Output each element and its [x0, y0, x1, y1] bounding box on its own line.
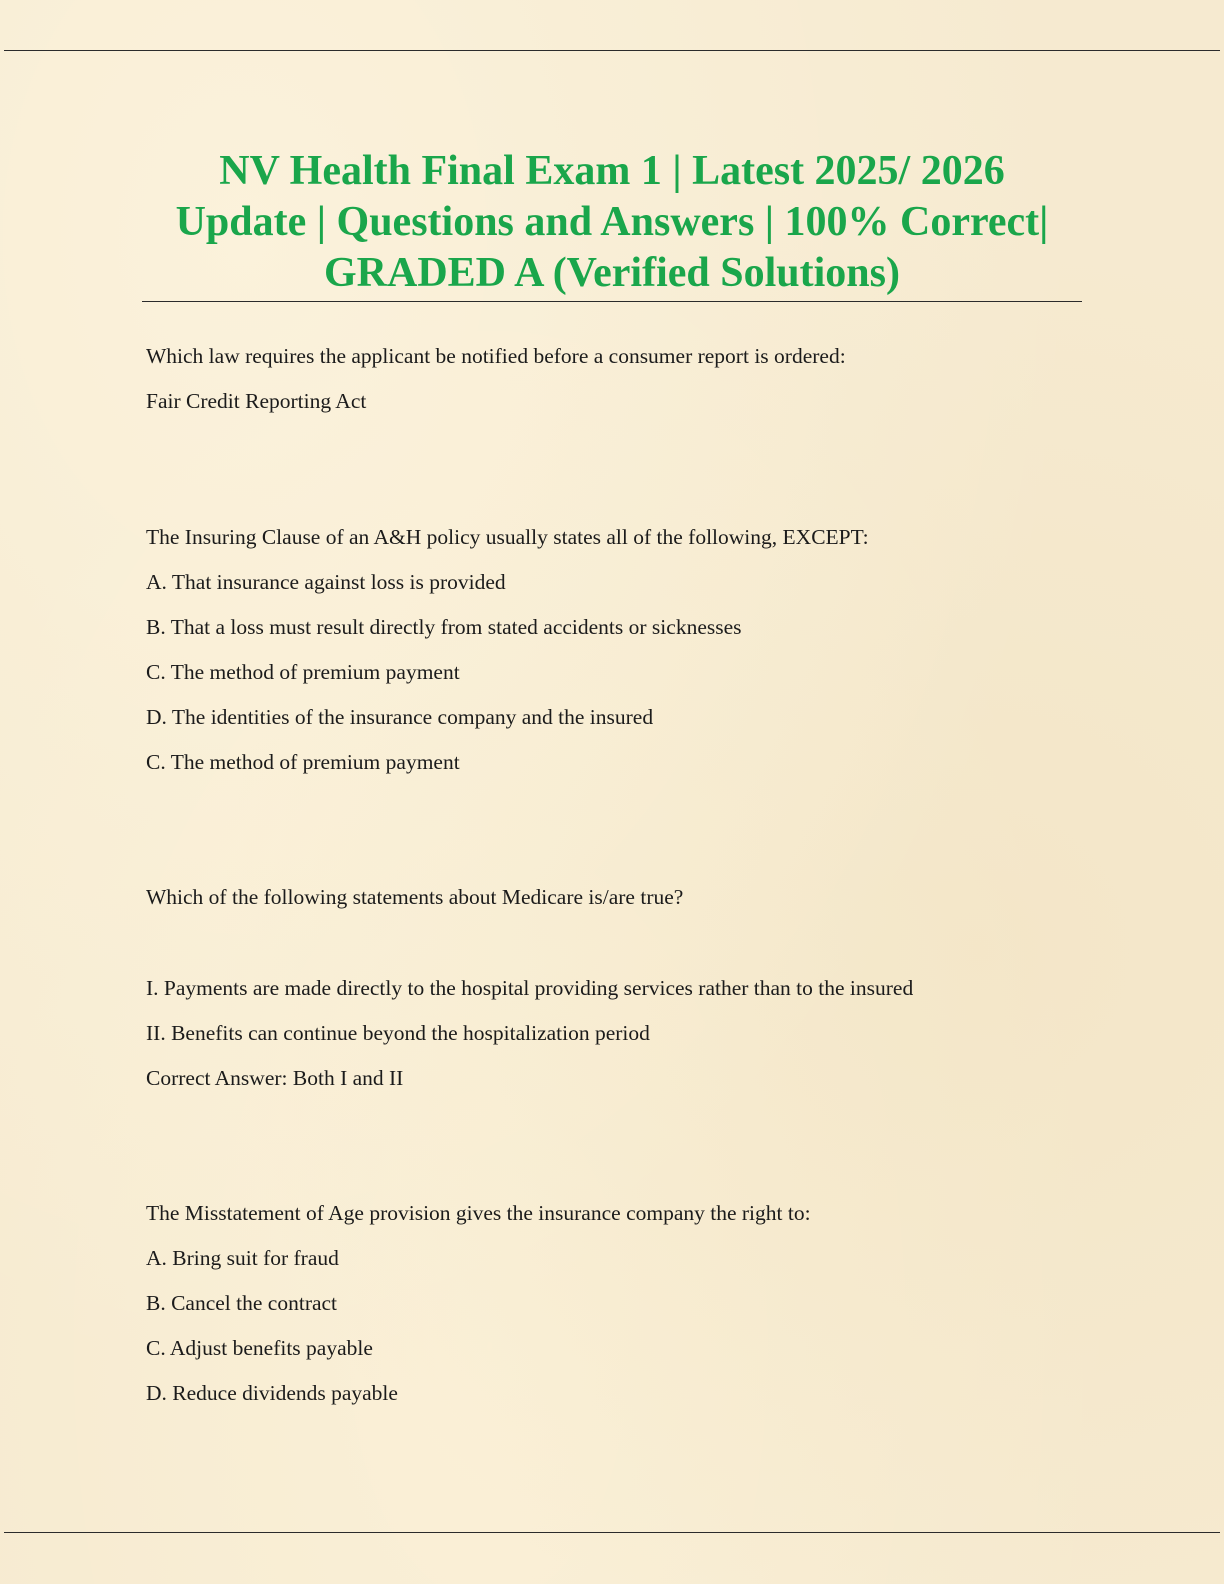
question-2-option-a: A. That insurance against loss is provided — [146, 570, 506, 594]
question-4-option-c: C. Adjust benefits payable — [146, 1336, 373, 1360]
question-3-statement-1: I. Payments are made directly to the hospital providing services rather than to the insured — [146, 976, 914, 1000]
question-4-option-a: A. Bring suit for fraud — [146, 1246, 339, 1270]
question-2-option-d: D. The identities of the insurance company and the insured — [146, 705, 654, 729]
question-2-option-b: B. That a loss must result directly from stated accidents or sicknesses — [146, 615, 742, 639]
question-2-option-c: C. The method of premium payment — [146, 660, 460, 684]
title-line-1: NV Health Final Exam 1 | Latest 2025/ 2026 — [219, 148, 1005, 194]
title-line-3: GRADED A (Verified Solutions) — [323, 250, 900, 296]
question-3-text: Which of the following statements about Medicare is/are true? — [146, 885, 684, 909]
question-1-text: Which law requires the applicant be notified before a consumer report is ordered: — [146, 344, 846, 368]
top-rule — [4, 50, 1220, 51]
document-title — [142, 146, 1082, 302]
question-4-option-d: D. Reduce dividends payable — [146, 1381, 398, 1405]
question-4-option-b: B. Cancel the contract — [146, 1291, 338, 1315]
title-line-2: Update | Questions and Answers | 100% Correct| — [175, 199, 1049, 245]
question-2-answer: C. The method of premium payment — [146, 750, 460, 774]
question-4-text: The Misstatement of Age provision gives the insurance company the right to: — [146, 1201, 811, 1225]
question-3-statement-2: II. Benefits can continue beyond the hospitalization period — [146, 1021, 650, 1045]
question-1-answer: Fair Credit Reporting Act — [146, 389, 367, 413]
question-3-answer: Correct Answer: Both I and II — [146, 1066, 404, 1090]
question-2-text: The Insuring Clause of an A&H policy usually states all of the following, EXCEPT: — [146, 525, 869, 549]
bottom-rule — [4, 1532, 1220, 1533]
